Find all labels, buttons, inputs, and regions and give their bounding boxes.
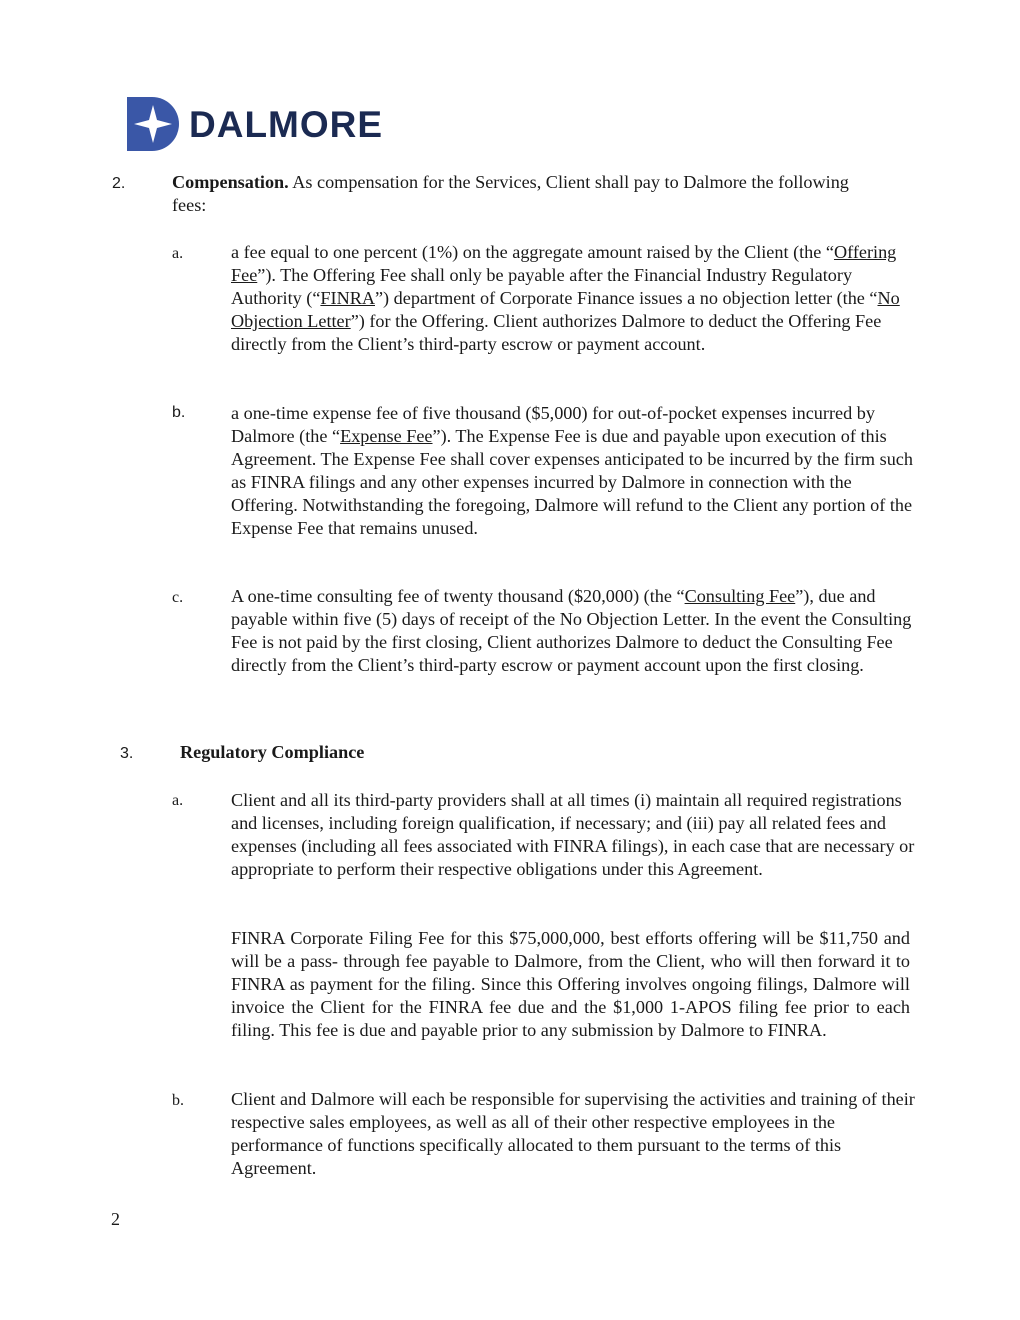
item-label: b. xyxy=(172,1092,184,1109)
text-run: a one-time expense fee of five thousand ($5,000) for out-of-pocket expenses incurred by Dalmore (the “ xyxy=(231,403,875,446)
defined-term-finra: FINRA xyxy=(320,288,375,308)
section-2-item-a xyxy=(231,241,915,356)
text-run: ”), due and payable within five (5) days of receipt of the No Objection Letter. In the event the Consulting Fee is not paid by the first closing, Client authorizes Dalmore to deduct the Consulting Fee directly from the Client’s third-party escrow or payment account upon the first closing. xyxy=(231,586,912,675)
page-number: 2 xyxy=(111,1209,120,1229)
defined-term-consulting-fee: Consulting Fee xyxy=(684,586,796,606)
text-run: a fee equal to one percent (1%) on the aggregate amount raised by the Client (the “ xyxy=(231,242,834,262)
defined-term-no-objection-letter: No Objection Letter xyxy=(231,288,900,331)
defined-term-expense-fee: Expense Fee xyxy=(340,426,433,446)
text-run: ”). The Expense Fee is due and payable upon execution of this Agreement. The Expense Fee shall cover expenses anticipated to be incurred by the firm such as FINRA filings and any other expenses incurred by Dalmore in connection with the Offering. Notwithstanding the foregoing, Dalmore will refund to the Client any portion of the Expense Fee that remains unused. xyxy=(231,426,913,538)
text-run: ”) department of Corporate Finance issues a no objection letter (the “ xyxy=(374,288,878,308)
text-run: ”) for the Offering. Client authorizes Dalmore to deduct the Offering Fee directly from the Client’s third-party escrow or payment account. xyxy=(231,311,882,354)
item-label: a. xyxy=(172,792,184,809)
section-3-item-a-paragraph-2: FINRA Corporate Filing Fee for this $75,000,000, best efforts offering will be $11,750 and will be a pass- through fee payable to Dalmore, from the Client, who will then forward it to FINRA as payment for the filing. Since this Offering involves ongoing filings, Dalmore will invoice the Client for the FINRA fee due and the $1,000 1-APOS filing fee prior to each filing. This fee is due and payable prior to any submission by Dalmore to FINRA. xyxy=(231,928,910,1040)
text-run: ”). The Offering Fee shall only be payable after the Financial Industry Regulatory Authority (“ xyxy=(231,265,853,308)
section-2-intro xyxy=(172,171,912,217)
defined-term-offering-fee: Offering Fee xyxy=(231,242,897,285)
dalmore-logo-icon xyxy=(127,97,181,151)
section-number: 3. xyxy=(120,745,134,762)
dalmore-logo xyxy=(127,97,383,151)
section-2-title: Compensation. xyxy=(172,172,289,192)
dalmore-logo-text: DALMORE xyxy=(189,103,384,145)
section-2-intro-text: As compensation for the Services, Client shall pay to Dalmore the following xyxy=(288,172,849,192)
item-label: a. xyxy=(172,245,184,262)
section-2-item-b xyxy=(231,402,915,540)
item-label: b. xyxy=(172,404,186,421)
item-label: c. xyxy=(172,589,184,606)
section-number: 2. xyxy=(112,175,126,192)
section-3-item-b: Client and Dalmore will each be responsible for supervising the activities and training of their respective sales employees, as well as all of their other respective employees in the performance of functions specifically allocated to them pursuant to the terms of this Agreement. xyxy=(231,1089,915,1178)
section-2-intro-text-2: fees: xyxy=(172,195,207,215)
text-run: A one-time consulting fee of twenty thousand ($20,000) (the “ xyxy=(231,586,685,606)
section-3-title xyxy=(180,741,364,764)
section-3-title-text: Regulatory Compliance xyxy=(180,742,365,762)
section-3-item-a: Client and all its third-party providers shall at all times (i) maintain all required registrations and licenses, including foreign qualification, if necessary; and (iii) pay all related fees and expenses (including all fees associated with FINRA filings), in each case that are necessary or appropriate to perform their respective obligations under this Agreement. xyxy=(231,790,915,879)
section-2-item-c xyxy=(231,585,915,677)
